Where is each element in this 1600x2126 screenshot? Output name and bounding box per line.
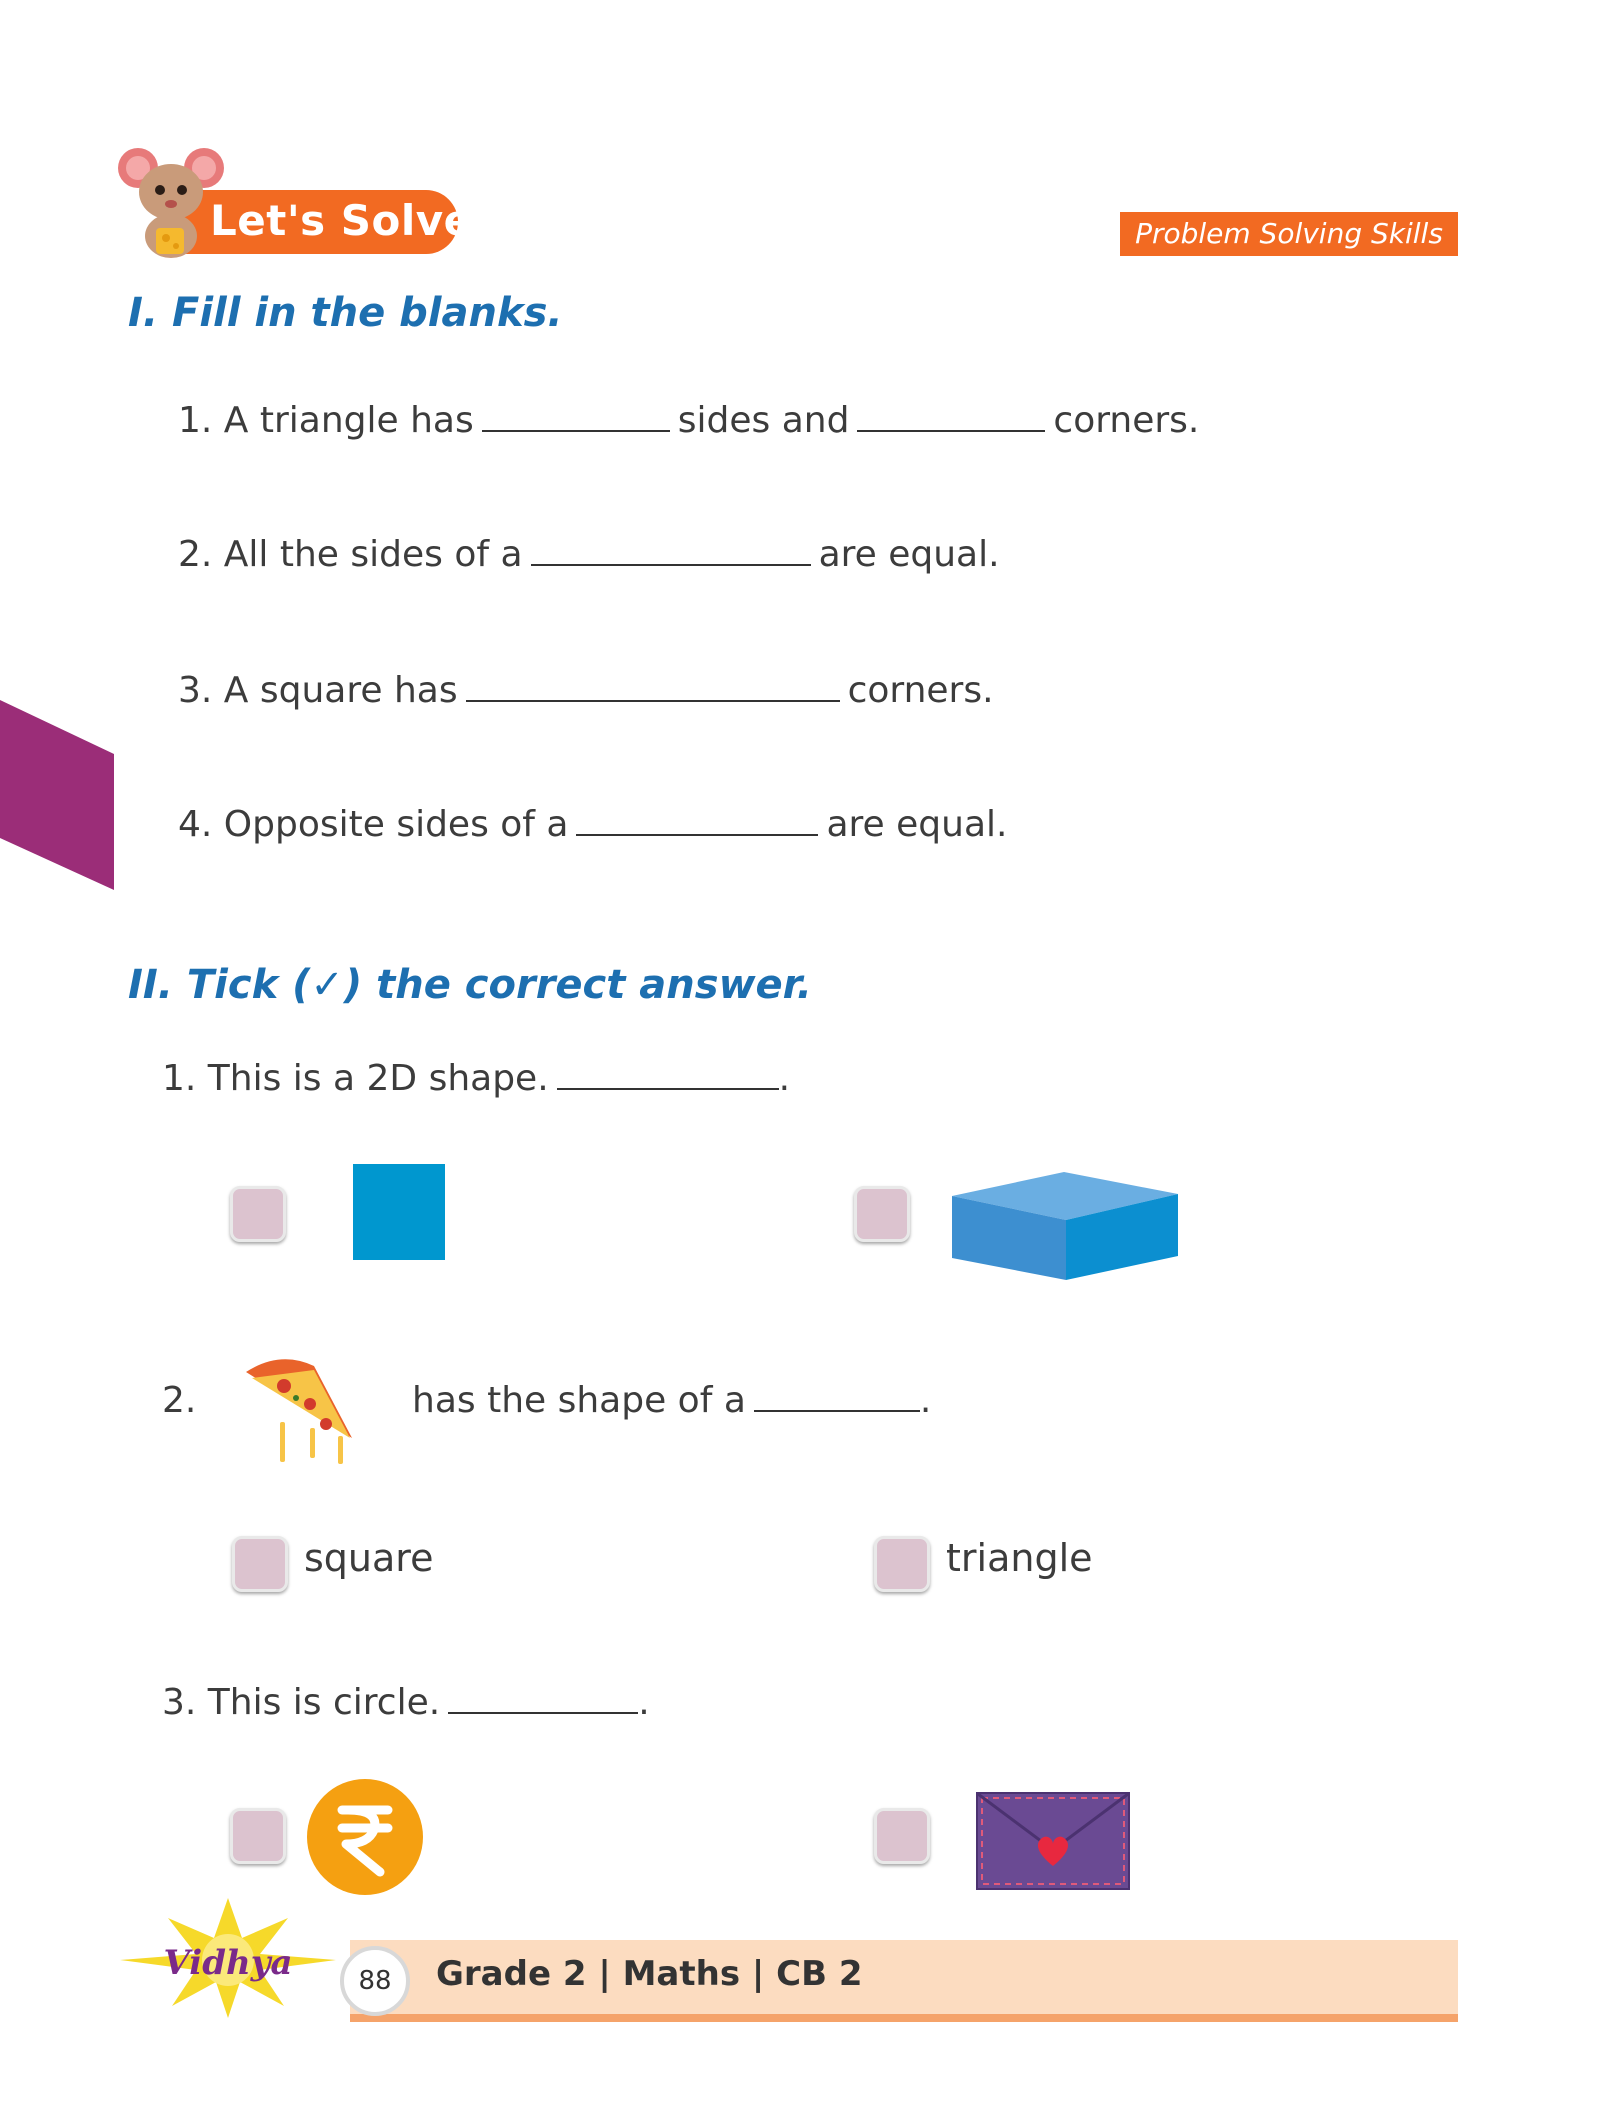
blue-square-shape [353,1164,445,1260]
q4-part-b: are equal. [826,804,1008,845]
tq1-text: 1. This is a 2D shape. [162,1058,549,1099]
tq3-text: 3. This is circle. [162,1682,441,1723]
tick-question-2-number: 2. [162,1380,197,1421]
option-checkbox-triangle[interactable] [874,1536,930,1592]
q4-part-a: 4. Opposite sides of a [178,804,569,845]
fill-question-2 [178,534,1000,575]
q1-part-c: corners. [1053,400,1200,441]
fill-question-3 [178,670,994,711]
page-number: 88 [340,1946,410,2016]
tq3-end: . [638,1682,650,1723]
q1-part-a: 1. A triangle has [178,400,474,441]
envelope-icon [976,1792,1130,1890]
q3-part-b: corners. [847,670,994,711]
answer-blank[interactable] [576,834,818,836]
section-2-title: II. Tick (✓) the correct answer. [128,962,812,1008]
option-checkbox-square-label[interactable] [232,1536,288,1592]
option-checkbox-envelope[interactable] [874,1808,930,1864]
option-triangle-label: triangle [946,1536,1093,1580]
answer-blank[interactable] [482,430,670,432]
tq2-end: . [919,1380,932,1421]
skills-tag: Problem Solving Skills [1120,212,1458,256]
option-checkbox-square[interactable] [230,1186,286,1242]
answer-blank[interactable] [466,700,840,702]
fill-question-4 [178,804,1007,845]
q2-part-a: 2. All the sides of a [178,534,523,575]
option-checkbox-coin[interactable] [230,1808,286,1864]
answer-blank[interactable] [557,1088,779,1090]
option-square-label: square [304,1536,434,1580]
q1-part-b: sides and [677,400,850,441]
q2-part-b: are equal. [818,534,1000,575]
answer-blank[interactable] [857,430,1045,432]
purple-side-tab [0,700,114,890]
footer-text: Grade 2 | Maths | CB 2 [436,1954,863,1994]
tick-question-2 [412,1380,931,1421]
section-1-title: I. Fill in the blanks. [128,290,563,336]
lets-solve-label: Let's Solve [210,196,473,245]
vidhya-logo [118,1898,338,2018]
answer-blank[interactable] [448,1712,638,1714]
tq2-text: has the shape of a [412,1380,746,1421]
answer-blank[interactable] [754,1410,920,1412]
vidhya-logo-text: Vidhya [163,1943,293,1983]
tick-question-3 [162,1682,650,1723]
rupee-coin-icon [306,1778,424,1896]
answer-blank[interactable] [531,564,811,566]
q3-part-a: 3. A square has [178,670,458,711]
tq1-end: . [778,1058,791,1099]
fill-question-1 [178,400,1199,441]
option-checkbox-cuboid[interactable] [854,1186,910,1242]
tick-question-1 [162,1058,790,1099]
pizza-slice-icon [240,1352,364,1470]
cuboid-3d-shape [952,1172,1178,1282]
